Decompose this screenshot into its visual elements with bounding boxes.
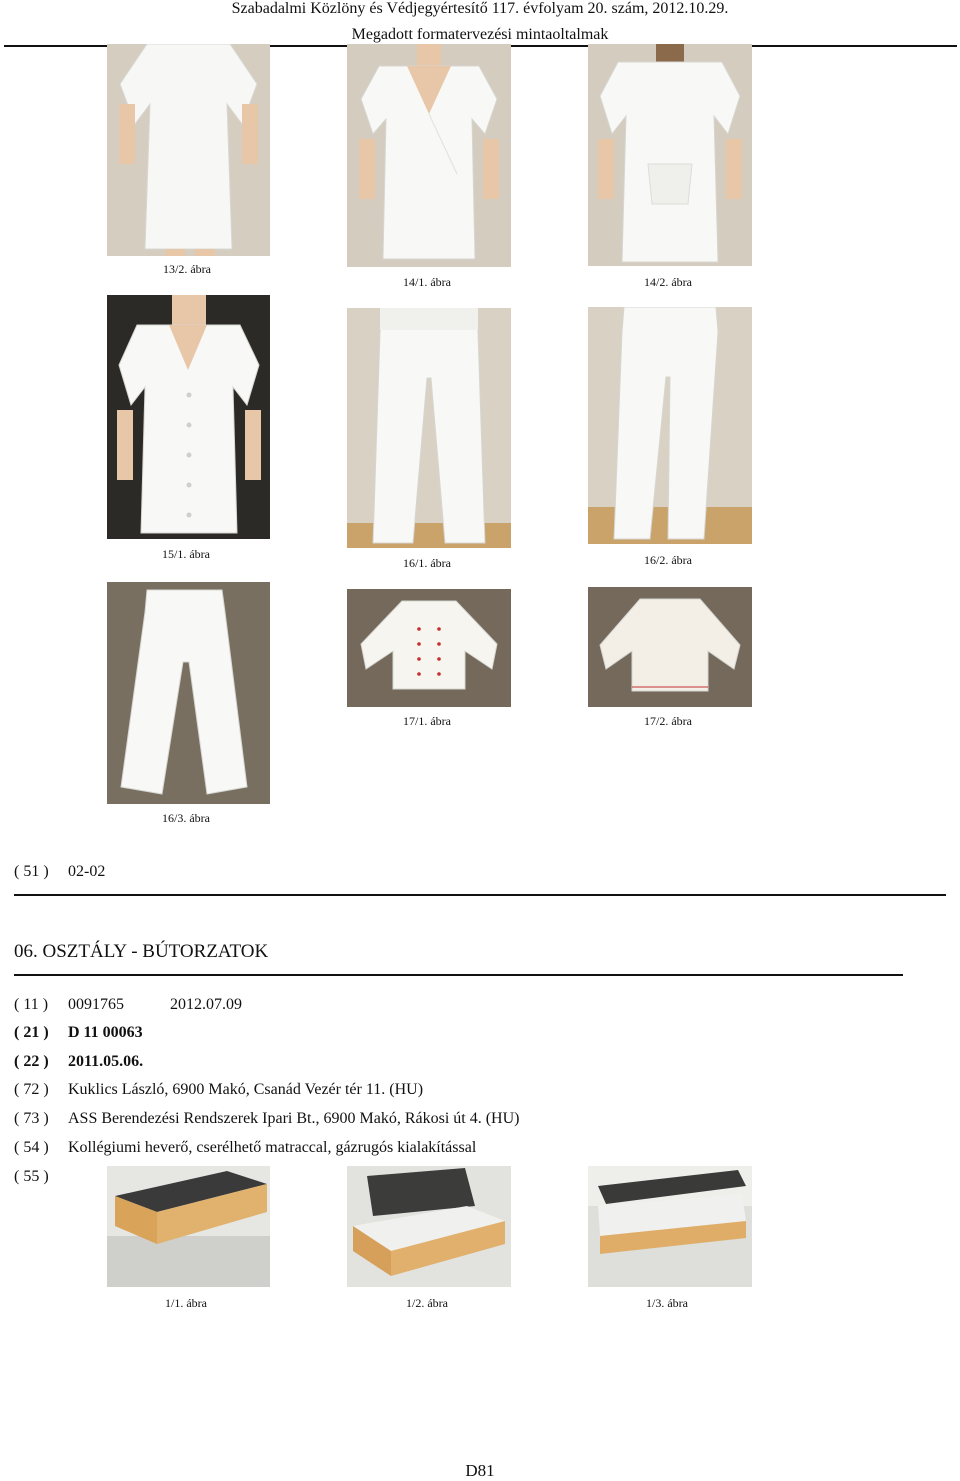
figure-caption: 15/1. ábra: [162, 547, 210, 561]
figure-14-1-image: [347, 44, 511, 267]
classification-value: 02-02: [68, 863, 106, 880]
figure-13-2-image: [107, 44, 270, 256]
field-code: ( 22 ): [14, 1053, 49, 1070]
figure-14-2-image: [588, 44, 752, 266]
figure-caption: 14/1. ábra: [403, 275, 451, 289]
figure-1-2-image: [347, 1166, 511, 1287]
field-code: ( 21 ): [14, 1024, 49, 1041]
field-code: ( 55 ): [14, 1168, 49, 1185]
registration-date: 2012.07.09: [170, 996, 242, 1013]
registration-number: 0091765: [68, 996, 124, 1013]
figure-17-2-image: [588, 587, 752, 707]
figure-caption: 1/2. ábra: [406, 1296, 448, 1310]
figure-caption: 17/2. ábra: [644, 714, 692, 728]
page-number: D81: [465, 1461, 495, 1480]
figure-16-3-image: [107, 582, 270, 804]
figure-17-1-image: [347, 589, 511, 707]
journal-header: Szabadalmi Közlöny és Védjegyértesítő 117. évfolyam 20. szám, 2012.10.29.: [231, 0, 729, 17]
field-code: ( 73 ): [14, 1110, 49, 1127]
record-field-11: [14, 996, 242, 1014]
section-title: 06. OSZTÁLY - BÚTORZATOK: [14, 941, 269, 962]
field-code: ( 72 ): [14, 1081, 49, 1098]
field-code: ( 54 ): [14, 1139, 49, 1156]
figure-1-1-image: [107, 1166, 270, 1287]
figure-caption: 16/1. ábra: [403, 556, 451, 570]
figure-1-3-image: [588, 1166, 752, 1287]
figure-caption: 1/1. ábra: [165, 1296, 207, 1310]
designer: Kuklics László, 6900 Makó, Csanád Vezér tér 11. (HU): [68, 1081, 424, 1098]
classification-line: [14, 863, 105, 881]
figure-caption: 17/1. ábra: [403, 714, 451, 728]
figure-caption: 14/2. ábra: [644, 275, 692, 289]
application-number: D 11 00063: [68, 1024, 143, 1041]
section-title-rule: [14, 974, 903, 976]
field-code: ( 51 ): [14, 863, 49, 880]
figure-caption: 13/2. ábra: [163, 262, 211, 276]
field-code: ( 11 ): [14, 996, 49, 1013]
figure-16-2-image: [588, 307, 752, 544]
design-title: Kollégiumi heverő, cserélhető matraccal, gázrugós kialakítással: [68, 1139, 477, 1156]
record-field-54: [14, 1139, 476, 1157]
figure-15-1-image: [107, 295, 270, 539]
record-field-21: [14, 1024, 143, 1042]
holder: ASS Berendezési Rendszerek Ipari Bt., 6900 Makó, Rákosi út 4. (HU): [68, 1110, 520, 1127]
figure-caption: 16/2. ábra: [644, 553, 692, 567]
figure-caption: 16/3. ábra: [162, 811, 210, 825]
figure-16-1-image: [347, 308, 511, 548]
filing-date: 2011.05.06.: [68, 1053, 144, 1070]
figure-caption: 1/3. ábra: [646, 1296, 688, 1310]
section-rule: [14, 894, 946, 896]
record-field-55: [14, 1168, 68, 1186]
record-field-22: [14, 1053, 143, 1071]
section-header: Megadott formatervezési mintaoltalmak: [351, 26, 609, 43]
record-field-72: [14, 1081, 423, 1099]
record-field-73: [14, 1110, 519, 1128]
